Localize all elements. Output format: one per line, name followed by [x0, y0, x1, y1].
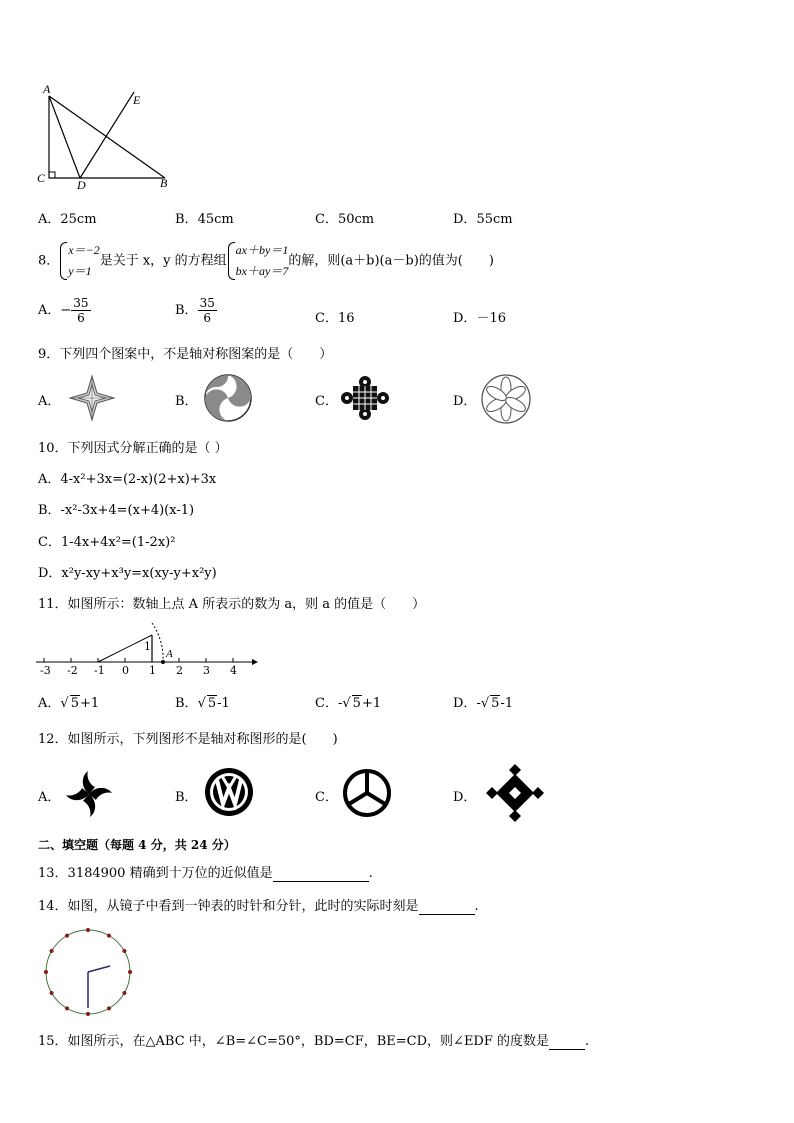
height-label: 1 [144, 640, 151, 653]
triangle-diagram [30, 80, 180, 195]
tick-label: 4 [230, 664, 237, 677]
q10-stem: 10．下列因式分解正确的是（ ） [38, 441, 228, 456]
q8-option-b[interactable]: B． $\frac{35}{6}$ [175, 296, 215, 325]
label-D: D [77, 178, 86, 192]
q13-text: 13．3184900 精确到十万位的近似值是 . [38, 866, 373, 881]
q7-option-a[interactable]: A．25cm [38, 212, 97, 227]
q9-option-c-label[interactable]: C． [315, 394, 338, 409]
fraction: $\frac{35}{6}$ [199, 296, 215, 325]
q14-text: 14．如图，从镜子中看到一钟表的时针和分针，此时的实际时刻是 . [38, 899, 479, 914]
flower-circle-icon [480, 373, 532, 429]
tick-label: 0 [122, 664, 129, 677]
equation-system-brace: ax＋by＝1 bx＋ay＝7 [227, 240, 289, 282]
chinese-knot-icon [340, 374, 390, 426]
answer-blank[interactable] [549, 1034, 585, 1050]
clock-diagram [42, 926, 134, 1018]
q8-option-d[interactable]: D．－16 [453, 311, 506, 326]
q8-option-a[interactable]: A．− $\frac{35}{6}$ [38, 296, 89, 325]
tick-label: 1 [149, 664, 156, 677]
q8-option-c[interactable]: C．16 [315, 311, 355, 326]
q9-option-a-label[interactable]: A． [38, 394, 61, 409]
point-a-label: A [166, 648, 173, 660]
section-heading: 二、填空题（每题 4 分，共 24 分） [38, 838, 236, 852]
tick-label: -1 [94, 664, 105, 677]
number-line-figure [30, 620, 260, 680]
q12-option-c-label[interactable]: C． [315, 790, 338, 805]
label-A: A [43, 82, 51, 96]
tick-label: -2 [67, 664, 78, 677]
q11-option-a[interactable]: A．√ 5+1 [38, 696, 100, 711]
diamond-cross-icon [480, 758, 550, 832]
q12-option-a-label[interactable]: A． [38, 790, 61, 805]
pinwheel-icon [62, 767, 116, 825]
tick-label: 3 [203, 664, 210, 677]
solution-brace: x＝−2 y＝1 [59, 240, 99, 282]
q10-option-a[interactable]: A．4-x²+3x=(2-x)(2+x)+3x [38, 472, 217, 487]
q11-stem: 11．如图所示：数轴上点 A 所表示的数为 a，则 a 的值是（ ） [38, 597, 426, 612]
q7-option-d[interactable]: D．55cm [453, 212, 513, 227]
q12-stem: 12．如图所示，下列图形不是轴对称图形的是( ) [38, 732, 338, 747]
answer-blank[interactable] [273, 866, 369, 882]
vw-logo-icon [203, 766, 255, 822]
q9-stem: 9．下列四个图案中，不是轴对称图案的是（ ） [38, 347, 333, 362]
q10-option-c[interactable]: C．1-4x+4x²=(1-2x)² [38, 535, 176, 550]
three-point-star-logo-icon [341, 767, 393, 823]
q11-option-b[interactable]: B．√ 5-1 [175, 696, 230, 711]
q8-stem: 8． x＝−2 y＝1 是关于 x，y 的方程组 ax＋by＝1 bx＋ay＝7 的解，则(a＋b)(a－b)的值为( ) [38, 240, 494, 282]
q9-option-d-label[interactable]: D． [453, 394, 477, 409]
tick-label: 2 [176, 664, 183, 677]
yin-yang-swirl-icon [203, 373, 253, 427]
q10-option-b[interactable]: B．-x²-3x+4=(x+4)(x-1) [38, 503, 195, 518]
q11-option-d[interactable]: D．-√ 5-1 [453, 696, 514, 711]
q11-option-c[interactable]: C．-√ 5+1 [315, 696, 382, 711]
label-B: B [160, 176, 168, 190]
q12-option-d-label[interactable]: D． [453, 790, 477, 805]
q7-option-b[interactable]: B．45cm [175, 212, 234, 227]
q9-option-b-label[interactable]: B． [175, 394, 198, 409]
mirror-clock-figure [42, 926, 134, 1022]
compass-star-icon [66, 374, 118, 426]
q15-text: 15．如图所示，在△ABC 中，∠B=∠C=50°，BD=CF，BE=CD，则∠EDF 的度数是 . [38, 1034, 590, 1049]
label-C: C [37, 171, 46, 185]
label-E: E [133, 93, 141, 107]
tick-label: -3 [40, 664, 51, 677]
answer-blank[interactable] [419, 899, 475, 915]
q7-option-c[interactable]: C．50cm [315, 212, 375, 227]
q7-triangle-figure [30, 80, 180, 195]
q12-option-b-label[interactable]: B． [175, 790, 198, 805]
fraction: $\frac{35}{6}$ [73, 296, 89, 325]
q10-option-d[interactable]: D．x²y-xy+x³y=x(xy-y+x²y) [38, 566, 217, 581]
